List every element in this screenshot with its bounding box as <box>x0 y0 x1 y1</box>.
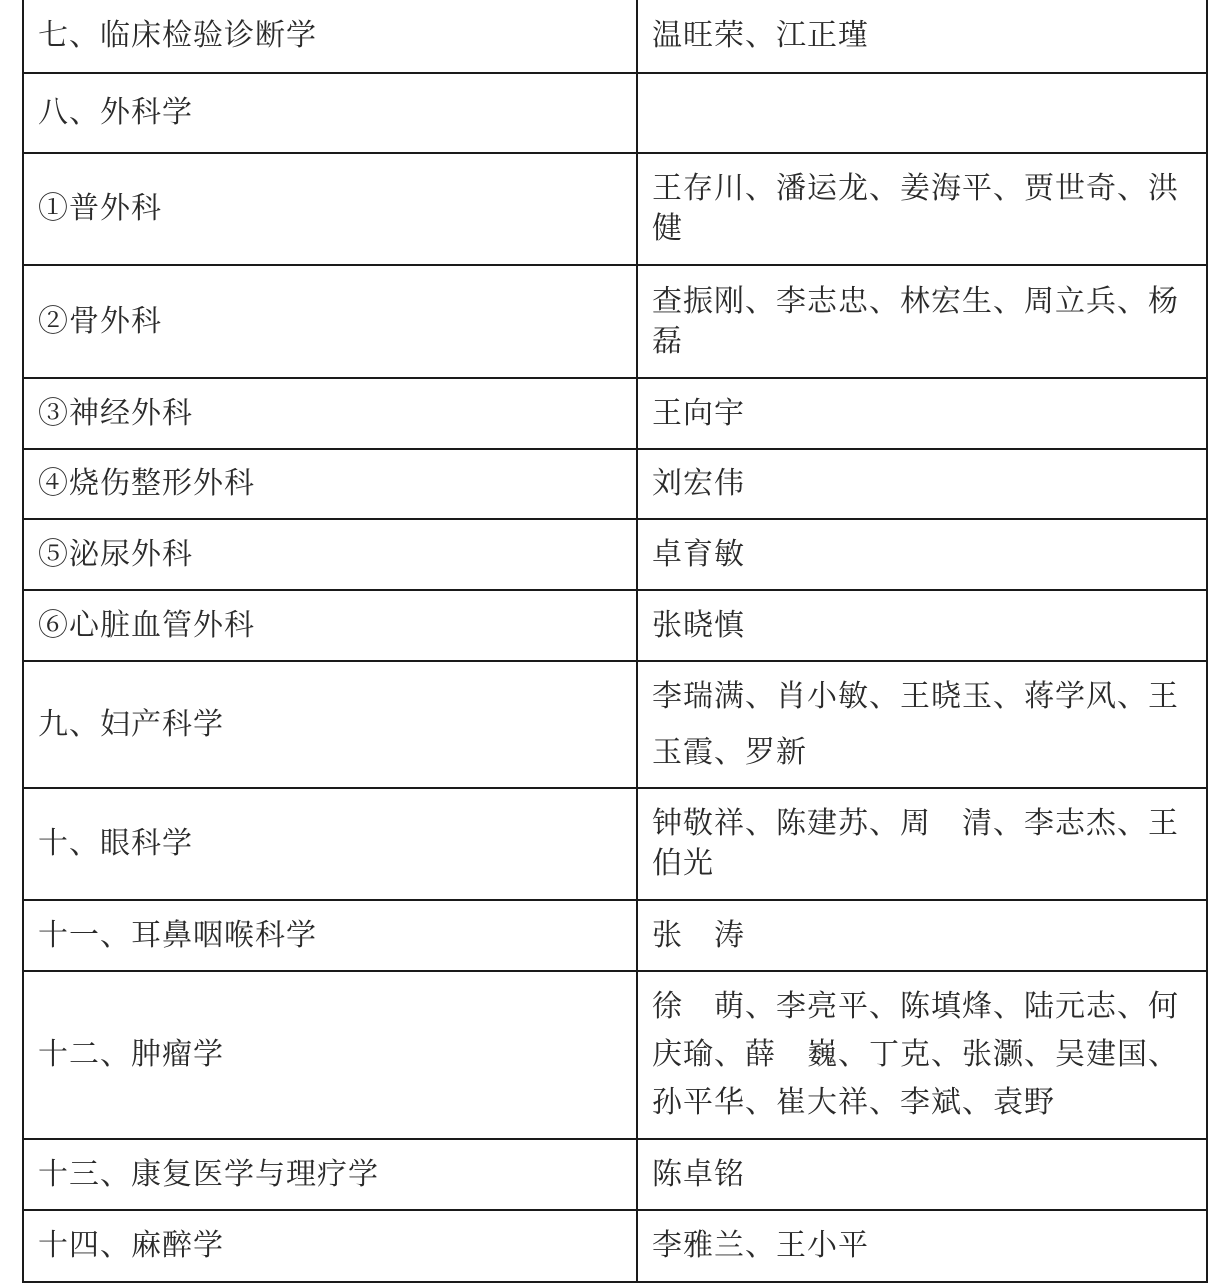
names-text: 李瑞满、肖小敏、王晓玉、蒋学风、王玉霞、罗新 <box>652 678 1179 770</box>
names-text: 温旺荣、江正瑾 <box>652 18 869 53</box>
names-text: 钟敬祥、陈建苏、周 清、李志杰、王伯光 <box>652 806 1179 881</box>
table-row <box>23 971 1207 1139</box>
names-cell <box>637 378 1207 449</box>
table-row <box>23 73 1207 153</box>
subject-cell: 九、妇产科学 <box>23 661 637 788</box>
table-row <box>23 590 1207 661</box>
names-cell <box>637 265 1207 378</box>
table-row <box>23 378 1207 449</box>
names-text: 王向宇 <box>652 395 745 431</box>
names-text: 王存川、潘运龙、姜海平、贾世奇、洪健 <box>652 171 1179 246</box>
subject-cell: 十、眼科学 <box>23 788 637 900</box>
table-row <box>23 0 1207 73</box>
table-row <box>23 519 1207 590</box>
names-cell <box>637 519 1207 590</box>
subject-cell: 十四、麻醉学 <box>23 1210 637 1282</box>
subject-cell: 十二、肿瘤学 <box>23 971 637 1139</box>
table-row <box>23 788 1207 900</box>
names-cell <box>637 449 1207 519</box>
names-text: 刘宏伟 <box>652 466 745 501</box>
table-row <box>23 1139 1207 1210</box>
names-cell <box>637 971 1207 1139</box>
specialty-table-container <box>22 0 1206 1283</box>
names-cell <box>637 1139 1207 1210</box>
names-cell <box>637 788 1207 900</box>
subject-cell: 七、临床检验诊断学 <box>23 0 637 73</box>
table-row <box>23 900 1207 971</box>
subject-cell: ⑥心脏血管外科 <box>23 590 637 661</box>
subject-cell: ①普外科 <box>23 153 637 265</box>
table-row <box>23 153 1207 265</box>
names-text: 李雅兰、王小平 <box>652 1228 869 1263</box>
names-text: 卓育敏 <box>652 536 745 572</box>
names-cell <box>637 590 1207 661</box>
subject-cell: ⑤泌尿外科 <box>23 519 637 590</box>
subject-cell: ②骨外科 <box>23 265 637 378</box>
names-text: 张 涛 <box>652 917 745 953</box>
subject-cell: 十三、康复医学与理疗学 <box>23 1139 637 1210</box>
subject-cell: ③神经外科 <box>23 378 637 449</box>
table-row <box>23 661 1207 788</box>
specialty-table <box>22 0 1208 1283</box>
names-cell <box>637 153 1207 265</box>
names-cell <box>637 661 1207 788</box>
names-cell <box>637 1210 1207 1282</box>
names-text: 张晓慎 <box>652 607 745 643</box>
names-text: 徐 萌、李亮平、陈填烽、陆元志、何庆瑜、薛 巍、丁克、张灏、吴建国、孙平华、崔大祥、李斌、袁野 <box>652 989 1179 1120</box>
table-row <box>23 1210 1207 1282</box>
names-text: 查振刚、李志忠、林宏生、周立兵、杨磊 <box>652 283 1179 359</box>
subject-cell: 十一、耳鼻咽喉科学 <box>23 900 637 971</box>
table-row <box>23 449 1207 519</box>
subject-cell: ④烧伤整形外科 <box>23 449 637 519</box>
table-row <box>23 265 1207 378</box>
names-cell <box>637 73 1207 153</box>
names-cell <box>637 900 1207 971</box>
subject-cell: 八、外科学 <box>23 73 637 153</box>
names-cell <box>637 0 1207 73</box>
names-text: 陈卓铭 <box>652 1156 745 1192</box>
